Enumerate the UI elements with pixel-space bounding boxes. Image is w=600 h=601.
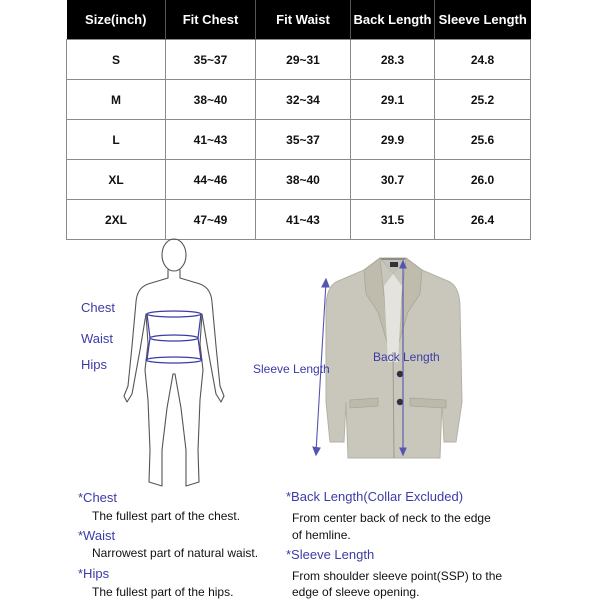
cell-waist: 35~37 xyxy=(256,120,351,160)
cell-sleeve: 24.8 xyxy=(435,40,531,80)
note-back-length-title: *Back Length(Collar Excluded) xyxy=(286,489,464,504)
header-sleeve-length: Sleeve Length xyxy=(435,0,531,40)
cell-sleeve: 26.4 xyxy=(435,200,531,240)
cell-chest: 47~49 xyxy=(166,200,256,240)
note-chest-title: *Chest xyxy=(78,490,118,505)
cell-back: 28.3 xyxy=(351,40,435,80)
note-sleeve-length-desc-line2: edge of sleeve opening. xyxy=(292,585,420,599)
header-fit-waist: Fit Waist xyxy=(256,0,351,40)
table-row xyxy=(67,40,531,80)
cell-sleeve: 25.6 xyxy=(435,120,531,160)
note-sleeve-length-desc-line1: From shoulder sleeve point(SSP) to the xyxy=(292,569,503,583)
header-back-length: Back Length xyxy=(351,0,435,40)
cell-back: 29.1 xyxy=(351,80,435,120)
note-back-length-desc-line1: From center back of neck to the edge xyxy=(292,511,491,525)
note-hips-desc: The fullest part of the hips. xyxy=(92,585,234,599)
header-fit-chest: Fit Chest xyxy=(166,0,256,40)
cell-chest: 44~46 xyxy=(166,160,256,200)
cell-size: L xyxy=(67,120,166,160)
body-outline-figure xyxy=(118,236,230,494)
note-waist-title: *Waist xyxy=(78,528,116,543)
table-row xyxy=(67,80,531,120)
cell-waist: 41~43 xyxy=(256,200,351,240)
back-length-label: Back Length xyxy=(373,350,440,364)
cell-sleeve: 26.0 xyxy=(435,160,531,200)
blazer-jacket-image xyxy=(318,252,468,478)
cell-waist: 32~34 xyxy=(256,80,351,120)
cell-back: 31.5 xyxy=(351,200,435,240)
table-row xyxy=(67,160,531,200)
cell-size: S xyxy=(67,40,166,80)
cell-back: 30.7 xyxy=(351,160,435,200)
cell-waist: 29~31 xyxy=(256,40,351,80)
cell-size: XL xyxy=(67,160,166,200)
note-chest-desc: The fullest part of the chest. xyxy=(92,509,241,523)
cell-size: 2XL xyxy=(67,200,166,240)
label-waist: Waist xyxy=(81,331,114,346)
table-row xyxy=(67,120,531,160)
note-back-length-desc-line2: of hemline. xyxy=(292,528,351,542)
cell-chest: 41~43 xyxy=(166,120,256,160)
label-chest: Chest xyxy=(81,300,115,315)
cell-back: 29.9 xyxy=(351,120,435,160)
sleeve-length-label: Sleeve Length xyxy=(253,362,330,376)
label-hips: Hips xyxy=(81,357,108,372)
size-chart-header-row xyxy=(67,0,531,40)
note-waist-desc: Narrowest part of natural waist. xyxy=(92,546,259,560)
header-size: Size(inch) xyxy=(67,0,166,40)
note-hips-title: *Hips xyxy=(78,566,110,581)
table-row xyxy=(67,200,531,240)
cell-chest: 35~37 xyxy=(166,40,256,80)
size-chart-table xyxy=(66,0,531,240)
cell-chest: 38~40 xyxy=(166,80,256,120)
cell-waist: 38~40 xyxy=(256,160,351,200)
note-sleeve-length-title: *Sleeve Length xyxy=(286,547,375,562)
cell-sleeve: 25.2 xyxy=(435,80,531,120)
cell-size: M xyxy=(67,80,166,120)
